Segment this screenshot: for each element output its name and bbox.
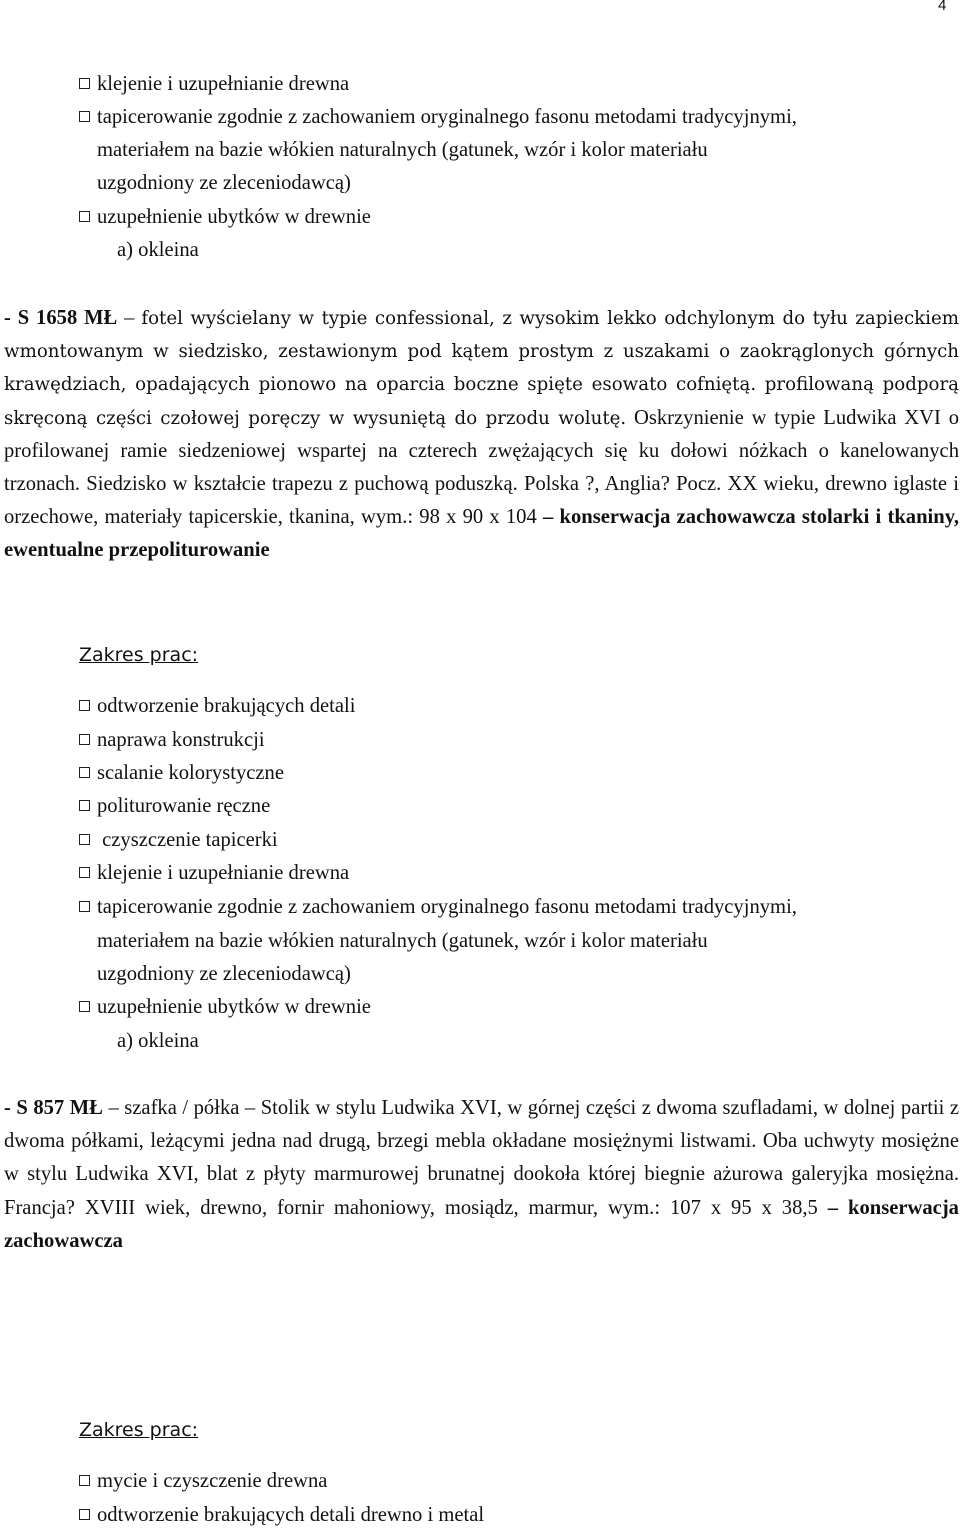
checkbox-icon bbox=[79, 1001, 90, 1012]
checkbox-icon bbox=[79, 767, 90, 778]
list-item-label: scalanie kolorystyczne bbox=[97, 762, 284, 784]
list-item bbox=[79, 860, 349, 886]
list-item-label: klejenie i uzupełnianie drewna bbox=[97, 73, 350, 95]
list-item-label: tapicerowanie zgodnie z zachowaniem oryginalnego fasonu metodami tradycyjnymi, bbox=[97, 106, 797, 128]
list-item bbox=[79, 793, 270, 819]
checkbox-icon bbox=[79, 1509, 90, 1520]
list-item-label: klejenie i uzupełnianie drewna bbox=[97, 862, 350, 884]
section-heading: Zakres prac: bbox=[79, 1419, 199, 1441]
list-item-label: mycie i czyszczenie drewna bbox=[97, 1470, 328, 1492]
checkbox-icon bbox=[79, 1475, 90, 1486]
list-item-label: politurowanie ręczne bbox=[97, 795, 271, 817]
list-item-label: odtworzenie brakujących detali bbox=[97, 695, 356, 717]
page-number: 4 bbox=[938, 0, 947, 14]
list-item bbox=[79, 827, 278, 853]
checkbox-icon bbox=[79, 78, 90, 89]
checkbox-icon bbox=[79, 800, 90, 811]
entry-conservation: – konserwacja zachowawcza stolarki i tkaniny, ewentualne przepoliturowanie bbox=[4, 506, 960, 562]
list-item bbox=[79, 1502, 484, 1528]
entry-description: – szafka / półka – Stolik w stylu Ludwika XVI, w górnej części z dwoma szufladami, w dolnej partii z dwoma półkami, leżącymi jedna nad drugą, brzegi mebla okładane mosiężnymi listwami. Oba uchwyty mosiężne w stylu Ludwika XVI, blat z płyty marmurowej brunatnej dookoła której biegnie ażurowa galeryjka mosiężna. Francja? XVIII wiek, drewno, fornir mahoniowy, mosiądz, marmur, wym.: 107 x 95 x 38,5 bbox=[4, 1097, 960, 1219]
catalog-entry bbox=[4, 1092, 959, 1258]
list-item-continuation: materiałem na bazie włókien naturalnych (gatunek, wzór i kolor materiału bbox=[97, 930, 708, 952]
entry-description-2: Oskrzynienie w typie Ludwika XVI o profilowanej ramie siedzeniowej wspartej na czterech zwężających się ku dołowi nóżkach o kanelowanych trzonach. Siedzisko w kształcie trapezu z puchową poduszką. Polska ?, Anglia? Pocz. XX wieku, drewno iglaste i orzechowe, materiały tapicerskie, tkanina, wym.: 98 x 90 x 104 bbox=[4, 406, 959, 529]
list-item-label: tapicerowanie zgodnie z zachowaniem oryginalnego fasonu metodami tradycyjnymi, bbox=[97, 896, 797, 918]
checkbox-icon bbox=[79, 867, 90, 878]
entry-id: - S 857 MŁ bbox=[4, 1097, 103, 1119]
list-item-label: uzupełnienie ubytków w drewnie bbox=[97, 206, 371, 228]
list-item-continuation: materiałem na bazie włókien naturalnych (gatunek, wzór i kolor materiału bbox=[97, 139, 708, 161]
checkbox-icon bbox=[79, 834, 90, 845]
checkbox-icon bbox=[79, 211, 90, 222]
list-item bbox=[79, 693, 355, 719]
list-item-label: odtworzenie brakujących detali drewno i metal bbox=[97, 1504, 485, 1526]
list-item bbox=[79, 727, 265, 753]
entry-description: fotel wyścielany w typie confessional, z wysokim lekko odchylonym do tyłu zapieckiem wmontowanym w siedzisko, zestawionym pod kątem prostym z uszakami o zaokrąglonych górnych krawędziach, opadających pionowo na oparcia boczne spięte esowato cofniętą. profilowaną podporą skręconą części czołowej poręczy w wysuniętą do przodu wolutę. bbox=[4, 308, 959, 429]
list-item bbox=[79, 204, 371, 230]
list-item bbox=[79, 994, 371, 1020]
checkbox-icon bbox=[79, 734, 90, 745]
entry-id: - S 1658 MŁ bbox=[4, 307, 118, 329]
section-heading: Zakres prac: bbox=[79, 644, 199, 666]
list-subitem: a) okleina bbox=[117, 239, 199, 261]
entry-conservation: – konserwacja zachowawcza bbox=[4, 1196, 959, 1252]
checkbox-icon bbox=[79, 901, 90, 912]
list-item bbox=[79, 1468, 327, 1494]
checkbox-icon bbox=[79, 111, 90, 122]
list-item-label: uzupełnienie ubytków w drewnie bbox=[97, 996, 371, 1018]
list-item bbox=[79, 71, 349, 97]
list-item-continuation: uzgodniony ze zleceniodawcą) bbox=[97, 963, 351, 985]
list-item-label: naprawa konstrukcji bbox=[97, 729, 265, 751]
list-subitem: a) okleina bbox=[117, 1030, 199, 1052]
list-item-continuation: uzgodniony ze zleceniodawcą) bbox=[97, 172, 351, 194]
list-item bbox=[79, 894, 797, 920]
checkbox-icon bbox=[79, 700, 90, 711]
list-item-label: czyszczenie tapicerki bbox=[97, 829, 278, 851]
entry-dash: – bbox=[124, 307, 135, 329]
list-item bbox=[79, 760, 284, 786]
list-item bbox=[79, 104, 797, 130]
catalog-entry bbox=[4, 302, 959, 568]
